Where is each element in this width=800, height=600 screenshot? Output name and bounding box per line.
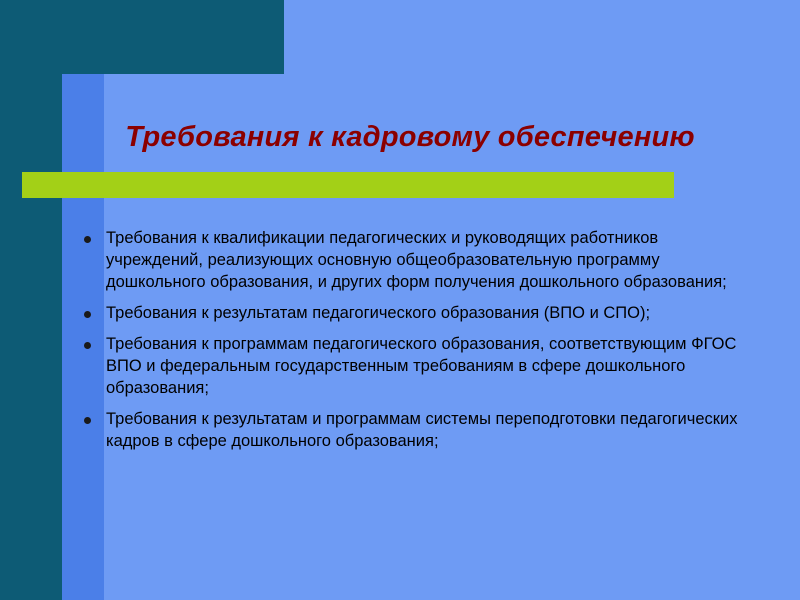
list-item-text: Требования к результатам педагогического образования (ВПО и СПО);	[106, 303, 651, 322]
list-item	[84, 228, 744, 294]
list-item	[84, 303, 744, 325]
teal-side-band	[0, 74, 62, 600]
list-item-text: Требования к квалификации педагогических и руководящих работников учреждений, реализующих основную общеобразовательную программу дошкольного образования, и других форм получения дошкольного образования;	[106, 229, 727, 291]
list-item	[84, 334, 744, 400]
bullet-icon	[84, 303, 106, 318]
list-item-text: Требования к результатам и программам системы переподготовки педагогических кадров в сфере дошкольного образования;	[106, 409, 738, 450]
slide-title: Требования к кадровому обеспечению	[125, 121, 695, 153]
green-accent-bar	[22, 172, 674, 198]
bullet-icon	[84, 409, 106, 424]
bullet-icon	[84, 228, 106, 243]
teal-header-band	[0, 0, 284, 74]
top-light-band	[284, 0, 800, 74]
bullet-icon	[84, 334, 106, 349]
bullet-list	[84, 228, 744, 461]
list-item	[84, 409, 744, 453]
list-item-text: Требования к программам педагогического образования, соответствующим ФГОС ВПО и федеральным государственным требованиям в сфере дошкольного образования;	[106, 334, 737, 397]
